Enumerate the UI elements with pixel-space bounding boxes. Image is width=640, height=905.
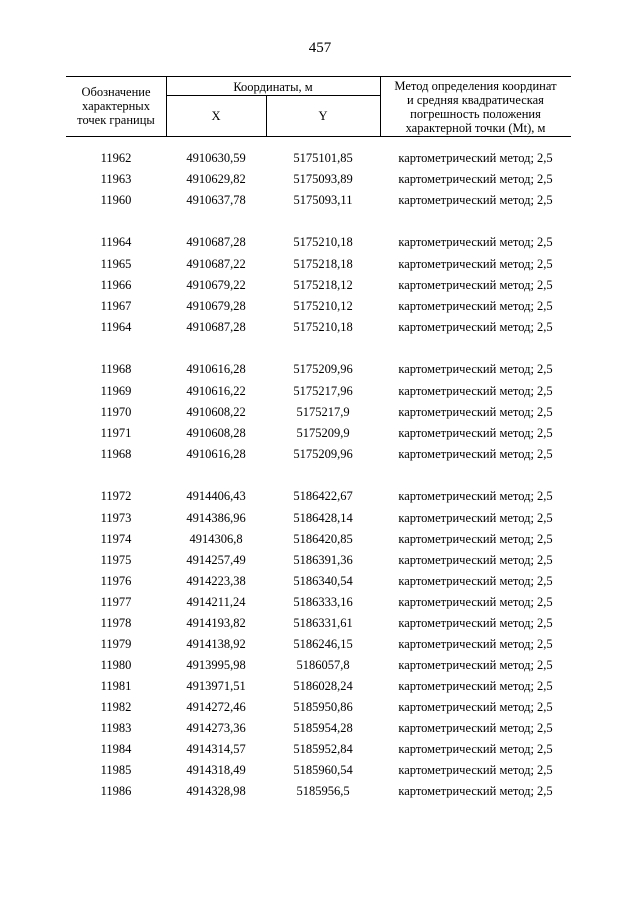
method-cell: картометрический метод; 2,5 <box>398 278 553 292</box>
table-row <box>66 192 571 213</box>
x-coordinate-cell: 4910679,28 <box>186 299 246 313</box>
y-coordinate-cell: 5175218,12 <box>293 278 353 292</box>
y-coordinate-cell: 5175101,85 <box>293 151 353 165</box>
table-row <box>66 636 571 657</box>
table-row <box>66 446 571 467</box>
table-row <box>66 741 571 762</box>
point-id-cell: 11968 <box>100 362 132 376</box>
table-row <box>66 531 571 552</box>
x-coordinate-cell: 4914223,38 <box>186 574 246 588</box>
y-coordinate-cell: 5175210,12 <box>293 299 353 313</box>
y-coordinate-cell: 5186246,15 <box>293 637 353 651</box>
method-cell: картометрический метод; 2,5 <box>398 616 553 630</box>
x-coordinate-cell: 4913995,98 <box>186 658 246 672</box>
point-id-cell: 11966 <box>100 278 132 292</box>
y-coordinate-cell: 5175210,18 <box>293 320 353 334</box>
method-cell: картометрический метод; 2,5 <box>398 574 553 588</box>
table-row <box>66 510 571 531</box>
y-coordinate-cell: 5186057,8 <box>296 658 350 672</box>
point-id-cell: 11977 <box>100 595 132 609</box>
y-coordinate-cell: 5186028,24 <box>293 679 353 693</box>
method-cell: картометрический метод; 2,5 <box>398 405 553 419</box>
method-cell: картометрический метод; 2,5 <box>398 595 553 609</box>
method-cell: картометрический метод; 2,5 <box>398 384 553 398</box>
y-coordinate-cell: 5175209,96 <box>293 362 353 376</box>
point-id-cell: 11984 <box>100 742 132 756</box>
x-coordinate-cell: 4914273,36 <box>186 721 246 735</box>
method-cell: картометрический метод; 2,5 <box>398 742 553 756</box>
method-cell: картометрический метод; 2,5 <box>398 151 553 165</box>
x-coordinate-cell: 4914211,24 <box>186 595 246 609</box>
y-coordinate-cell: 5186331,61 <box>293 616 353 630</box>
point-id-cell: 11965 <box>100 257 132 271</box>
x-coordinate-cell: 4914306,8 <box>189 532 243 546</box>
y-coordinate-cell: 5175209,96 <box>293 447 353 461</box>
header-method-line: погрешность положения <box>410 107 541 121</box>
y-coordinate-cell: 5185954,28 <box>293 721 353 735</box>
method-cell: картометрический метод; 2,5 <box>398 679 553 693</box>
y-coordinate-cell: 5186428,14 <box>293 511 353 525</box>
method-cell: картометрический метод; 2,5 <box>398 637 553 651</box>
x-coordinate-cell: 4910608,22 <box>186 405 246 419</box>
table-row <box>66 234 571 256</box>
x-coordinate-cell: 4913971,51 <box>186 679 246 693</box>
y-coordinate-cell: 5175218,18 <box>293 257 353 271</box>
point-id-cell: 11962 <box>100 151 132 165</box>
method-cell: картометрический метод; 2,5 <box>398 426 553 440</box>
method-cell: картометрический метод; 2,5 <box>398 784 553 798</box>
header-point-id <box>66 85 166 127</box>
table-row <box>66 657 571 678</box>
table-row <box>66 488 571 510</box>
header-y: Y <box>318 109 328 123</box>
table-row <box>66 425 571 446</box>
header-method-line: Метод определения координат <box>394 79 557 93</box>
method-cell: картометрический метод; 2,5 <box>398 447 553 461</box>
table-header <box>66 76 571 137</box>
point-id-cell: 11968 <box>100 447 132 461</box>
page-number: 457 <box>308 40 332 56</box>
x-coordinate-cell: 4914193,82 <box>186 616 246 630</box>
y-coordinate-cell: 5175209,9 <box>296 426 350 440</box>
method-cell: картометрический метод; 2,5 <box>398 172 553 186</box>
point-id-cell: 11967 <box>100 299 132 313</box>
y-coordinate-cell: 5185960,54 <box>293 763 353 777</box>
x-coordinate-cell: 4910616,22 <box>186 384 246 398</box>
method-cell: картометрический метод; 2,5 <box>398 235 553 249</box>
x-coordinate-cell: 4914318,49 <box>186 763 246 777</box>
table-row <box>66 783 571 804</box>
table-row <box>66 699 571 720</box>
x-coordinate-cell: 4910616,28 <box>186 447 246 461</box>
method-cell: картометрический метод; 2,5 <box>398 700 553 714</box>
header-method <box>380 79 571 135</box>
point-id-cell: 11969 <box>100 384 132 398</box>
header-point-id-line: характерных <box>82 99 150 113</box>
point-id-cell: 11976 <box>100 574 132 588</box>
x-coordinate-cell: 4910687,28 <box>186 235 246 249</box>
point-id-cell: 11970 <box>100 405 132 419</box>
x-coordinate-cell: 4914328,98 <box>186 784 246 798</box>
y-coordinate-cell: 5186391,36 <box>293 553 353 567</box>
point-id-cell: 11972 <box>100 489 132 503</box>
point-id-cell: 11983 <box>100 721 132 735</box>
point-id-cell: 11986 <box>100 784 132 798</box>
y-coordinate-cell: 5175217,9 <box>296 405 350 419</box>
y-coordinate-cell: 5186340,54 <box>293 574 353 588</box>
method-cell: картометрический метод; 2,5 <box>398 257 553 271</box>
y-coordinate-cell: 5175093,11 <box>293 193 353 207</box>
method-cell: картометрический метод; 2,5 <box>398 763 553 777</box>
point-id-cell: 11964 <box>100 320 132 334</box>
table-row <box>66 573 571 594</box>
point-id-cell: 11960 <box>100 193 132 207</box>
y-coordinate-cell: 5186422,67 <box>293 489 353 503</box>
table-row <box>66 615 571 636</box>
x-coordinate-cell: 4914257,49 <box>186 553 246 567</box>
y-coordinate-cell: 5175093,89 <box>293 172 353 186</box>
table-row <box>66 383 571 404</box>
x-coordinate-cell: 4910608,28 <box>186 426 246 440</box>
y-coordinate-cell: 5185950,86 <box>293 700 353 714</box>
method-cell: картометрический метод; 2,5 <box>398 193 553 207</box>
table-row <box>66 678 571 699</box>
header-point-id-line: Обозначение <box>81 85 151 99</box>
method-cell: картометрический метод; 2,5 <box>398 721 553 735</box>
x-coordinate-cell: 4910687,28 <box>186 320 246 334</box>
point-id-cell: 11973 <box>100 511 132 525</box>
y-coordinate-cell: 5185952,84 <box>293 742 353 756</box>
point-id-cell: 11964 <box>100 235 132 249</box>
table-row <box>66 720 571 741</box>
method-cell: картометрический метод; 2,5 <box>398 532 553 546</box>
table-row <box>66 404 571 425</box>
header-point-id-line: точек границы <box>77 113 155 127</box>
y-coordinate-cell: 5175217,96 <box>293 384 353 398</box>
header-method-line: характерной точки (Mt), м <box>405 121 546 135</box>
x-coordinate-cell: 4910629,82 <box>186 172 246 186</box>
point-id-cell: 11981 <box>100 679 132 693</box>
x-coordinate-cell: 4914406,43 <box>186 489 246 503</box>
y-coordinate-cell: 5186420,85 <box>293 532 353 546</box>
table-row <box>66 594 571 615</box>
y-coordinate-cell: 5185956,5 <box>296 784 350 798</box>
point-id-cell: 11971 <box>100 426 132 440</box>
method-cell: картометрический метод; 2,5 <box>398 362 553 376</box>
table-row <box>66 256 571 277</box>
method-cell: картометрический метод; 2,5 <box>398 658 553 672</box>
point-id-cell: 11975 <box>100 553 132 567</box>
header-x: X <box>211 109 221 123</box>
table-row <box>66 762 571 783</box>
table-row <box>66 298 571 319</box>
y-coordinate-cell: 5175210,18 <box>293 235 353 249</box>
method-cell: картометрический метод; 2,5 <box>398 299 553 313</box>
x-coordinate-cell: 4910616,28 <box>186 362 246 376</box>
x-coordinate-cell: 4910637,78 <box>186 193 246 207</box>
x-coordinate-cell: 4910687,22 <box>186 257 246 271</box>
method-cell: картометрический метод; 2,5 <box>398 320 553 334</box>
point-id-cell: 11974 <box>100 532 132 546</box>
table-row <box>66 319 571 340</box>
x-coordinate-cell: 4914314,57 <box>186 742 246 756</box>
header-coordinates: Координаты, м <box>233 80 313 94</box>
table-row <box>66 552 571 573</box>
x-coordinate-cell: 4910630,59 <box>186 151 246 165</box>
method-cell: картометрический метод; 2,5 <box>398 511 553 525</box>
x-coordinate-cell: 4914272,46 <box>186 700 246 714</box>
table-row <box>66 171 571 192</box>
table-row <box>66 277 571 298</box>
point-id-cell: 11979 <box>100 637 132 651</box>
method-cell: картометрический метод; 2,5 <box>398 553 553 567</box>
x-coordinate-cell: 4914386,96 <box>186 511 246 525</box>
y-coordinate-cell: 5186333,16 <box>293 595 353 609</box>
method-cell: картометрический метод; 2,5 <box>398 489 553 503</box>
header-divider <box>166 95 380 96</box>
point-id-cell: 11982 <box>100 700 132 714</box>
table-row <box>66 361 571 383</box>
table-row <box>66 150 571 171</box>
point-id-cell: 11963 <box>100 172 132 186</box>
point-id-cell: 11978 <box>100 616 132 630</box>
x-coordinate-cell: 4914138,92 <box>186 637 246 651</box>
x-coordinate-cell: 4910679,22 <box>186 278 246 292</box>
point-id-cell: 11980 <box>100 658 132 672</box>
point-id-cell: 11985 <box>100 763 132 777</box>
header-method-line: и средняя квадратическая <box>407 93 544 107</box>
table-body <box>66 150 571 804</box>
